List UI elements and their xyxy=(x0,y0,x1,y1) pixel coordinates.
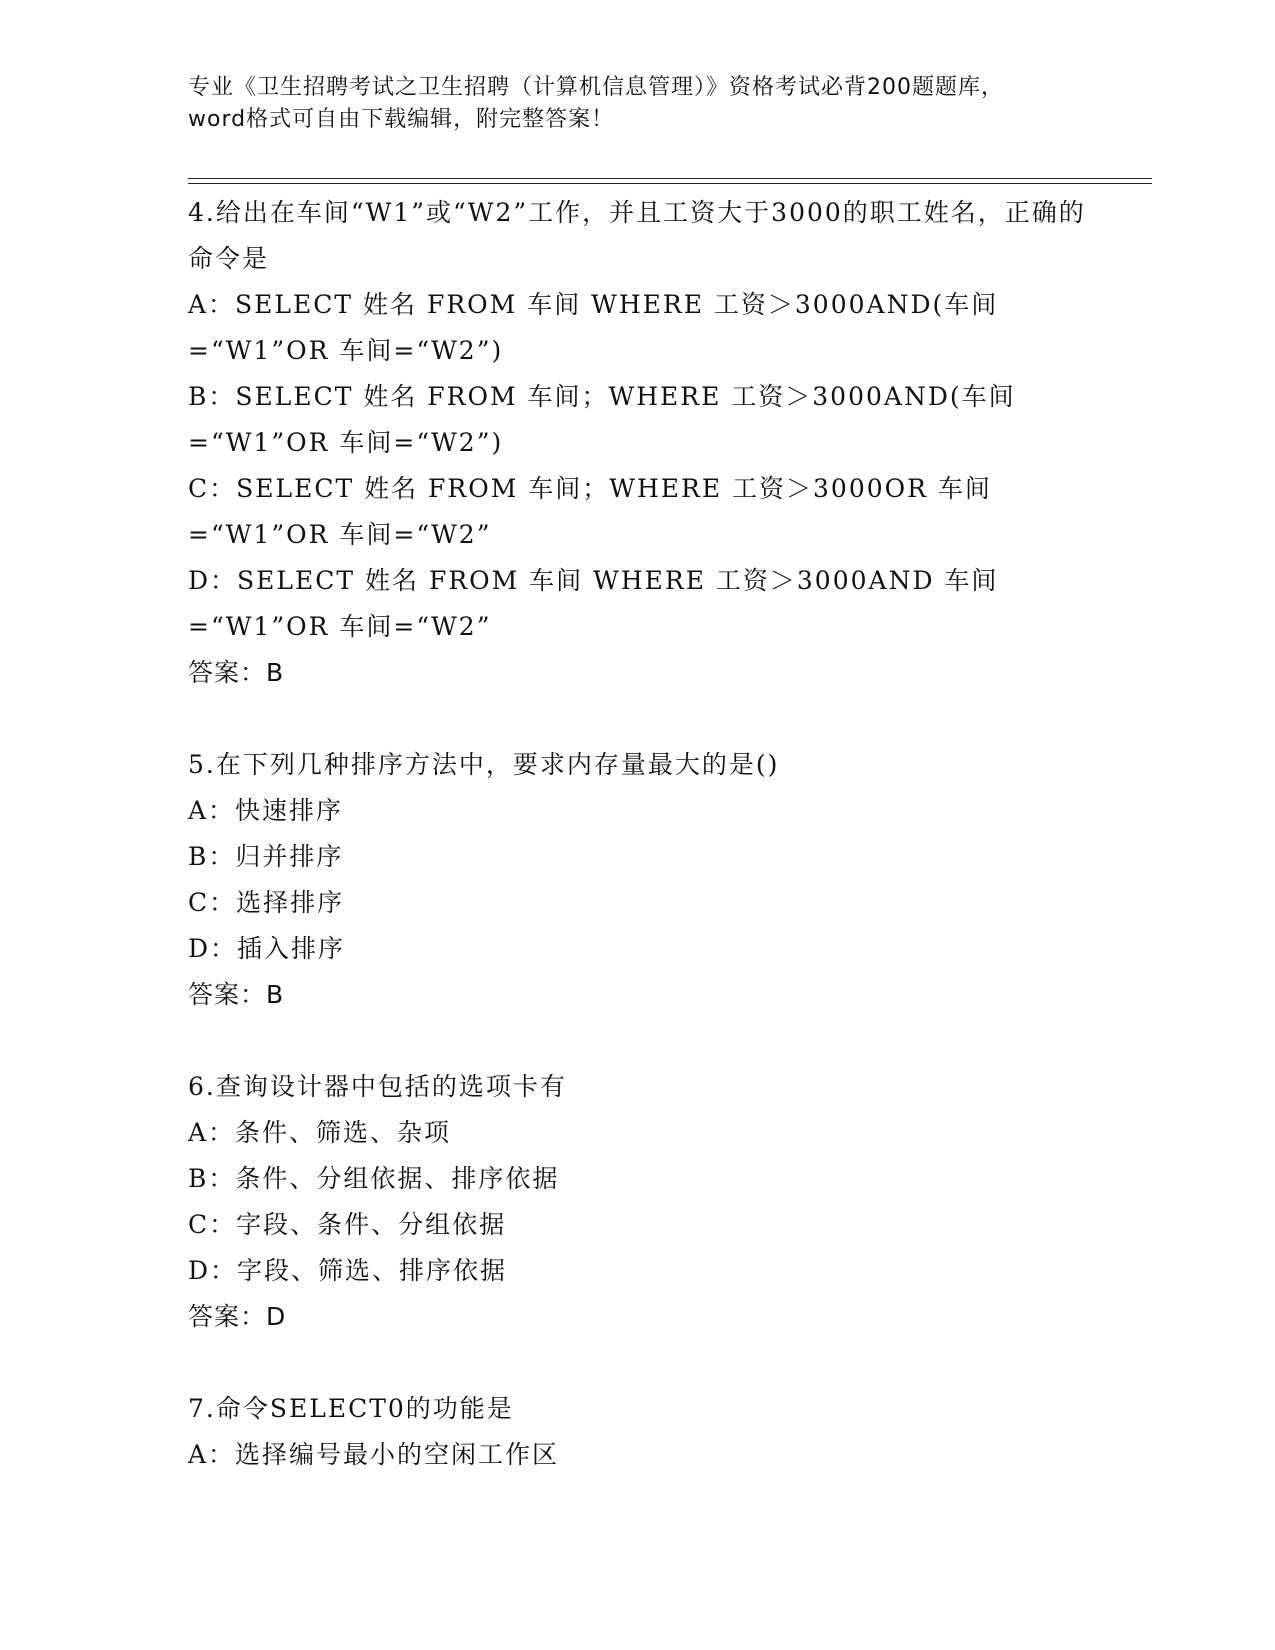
option-d: D：插入排序 xyxy=(188,934,346,963)
document-header xyxy=(188,72,1088,136)
option-d: D：字段、筛选、排序依据 xyxy=(188,1256,508,1285)
answer: 答案：B xyxy=(188,658,285,687)
question-stem: 5.在下列几种排序方法中，要求内存量最大的是() xyxy=(188,750,780,779)
header-line-1: 专业《卫生招聘考试之卫生招聘（计算机信息管理）》资格考试必背200题题库， xyxy=(188,75,1004,100)
answer: 答案：B xyxy=(188,980,285,1009)
question-stem: 7.命令SELECT0的功能是 xyxy=(188,1394,514,1423)
question-5 xyxy=(188,742,1108,1018)
question-6 xyxy=(188,1064,1108,1340)
question-7 xyxy=(188,1386,1108,1478)
question-list xyxy=(188,190,1108,1478)
option-c: C：字段、条件、分组依据 xyxy=(188,1210,507,1239)
header-line-2: word格式可自由下载编辑，附完整答案！ xyxy=(188,107,615,132)
option-b: B：SELECT 姓名 FROM 车间；WHERE 工资＞3000AND(车间=“W1”OR 车间=“W2”) xyxy=(188,382,1016,457)
option-a: A：条件、筛选、杂项 xyxy=(188,1118,452,1147)
option-c: C：SELECT 姓名 FROM 车间；WHERE 工资＞3000OR 车间=“W1”OR 车间=“W2” xyxy=(188,474,992,549)
option-b: B：条件、分组依据、排序依据 xyxy=(188,1164,560,1193)
option-a: A：SELECT 姓名 FROM 车间 WHERE 工资＞3000AND(车间=“W1”OR 车间=“W2”) xyxy=(188,290,999,365)
header-divider xyxy=(188,178,1152,184)
question-4 xyxy=(188,190,1108,696)
question-stem: 4.给出在车间“W1”或“W2”工作，并且工资大于3000的职工姓名，正确的命令是 xyxy=(188,198,1086,273)
question-stem: 6.查询设计器中包括的选项卡有 xyxy=(188,1072,567,1101)
option-c: C：选择排序 xyxy=(188,888,345,917)
option-a: A：快速排序 xyxy=(188,796,344,825)
option-d: D：SELECT 姓名 FROM 车间 WHERE 工资＞3000AND 车间=“W1”OR 车间=“W2” xyxy=(188,566,999,641)
answer: 答案：D xyxy=(188,1302,287,1331)
option-a: A：选择编号最小的空闲工作区 xyxy=(188,1440,560,1469)
option-b: B：归并排序 xyxy=(188,842,344,871)
